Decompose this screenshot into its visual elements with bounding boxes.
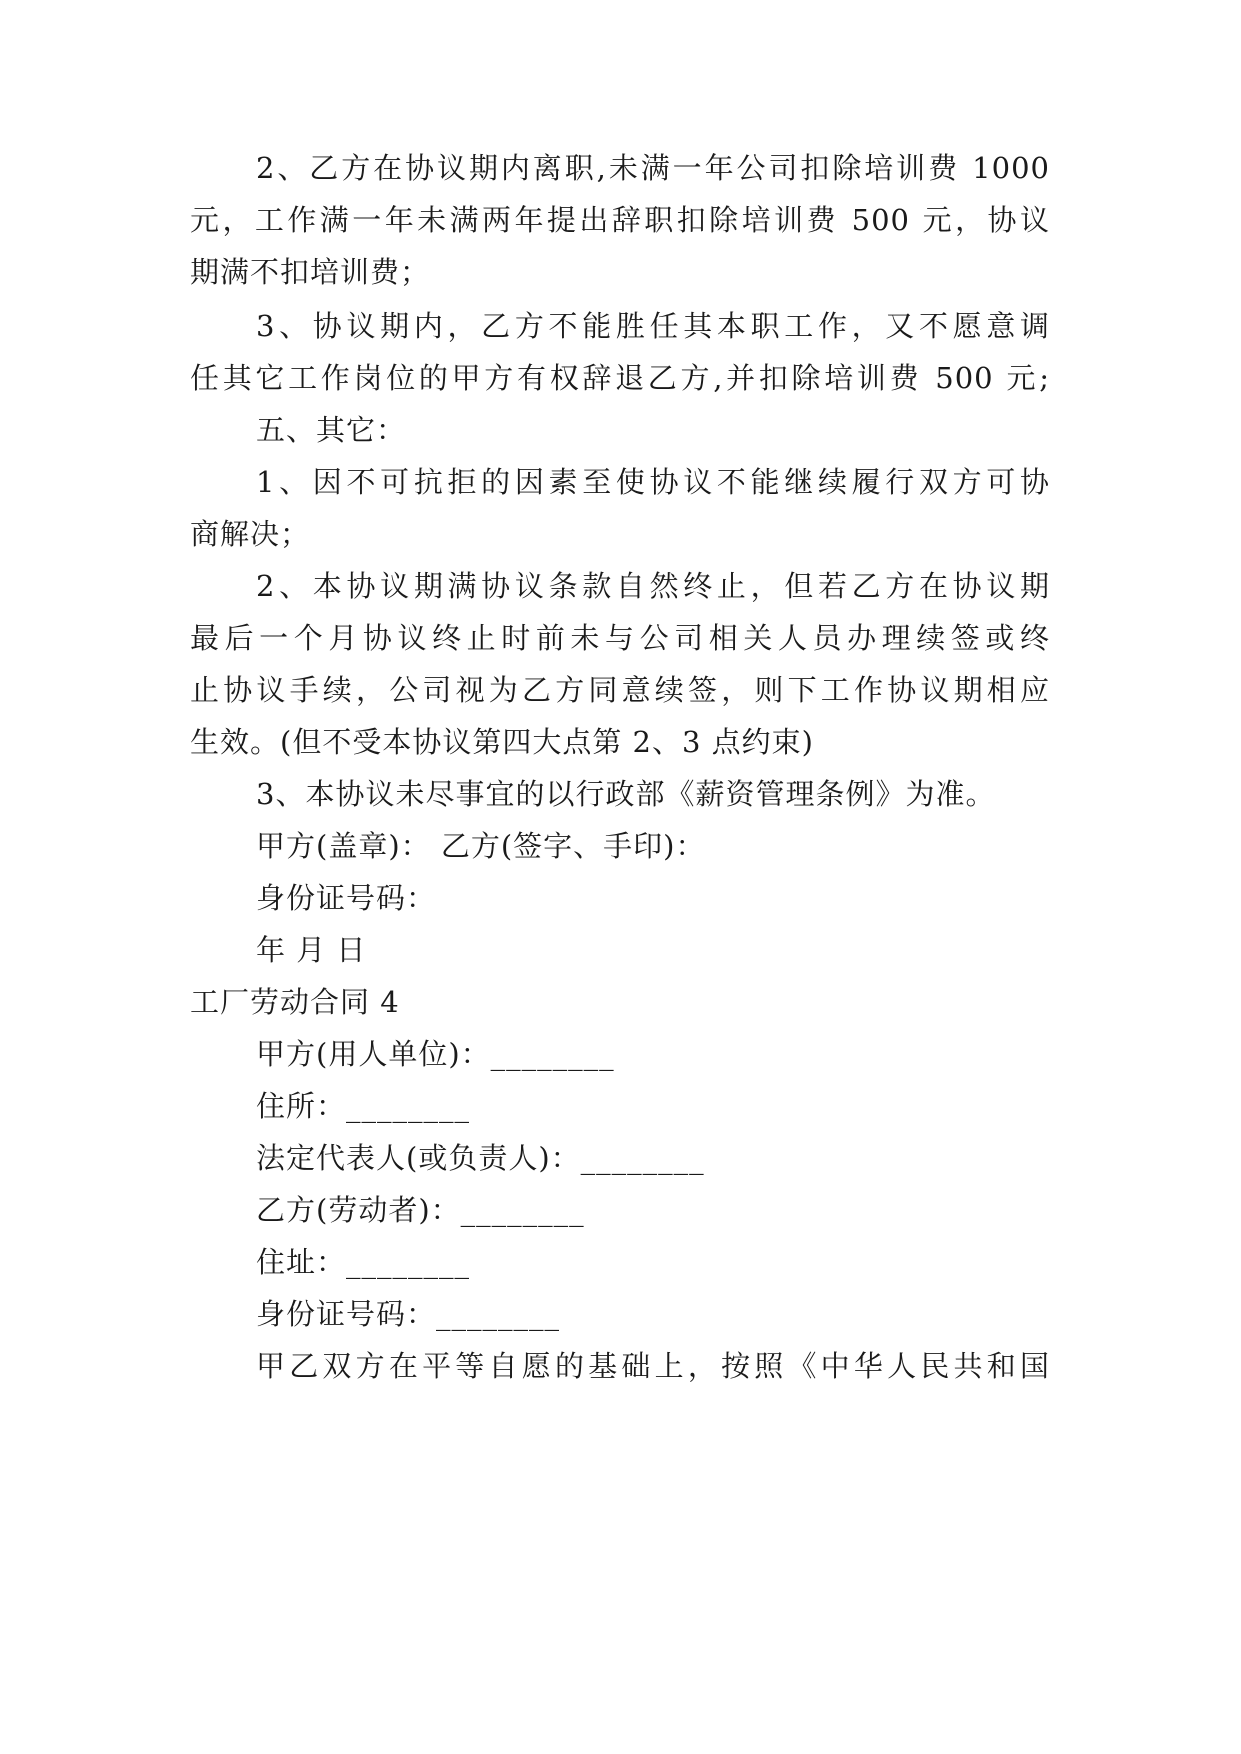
contract-title: 工厂劳动合同 4 [190, 985, 400, 1019]
paragraph-line: 止协议手续，公司视为乙方同意续签，则下工作协议期相应 [190, 673, 1050, 707]
paragraph-line: 期满不扣培训费； [190, 255, 431, 289]
id-number-line: 身份证号码： [256, 881, 437, 915]
field-line: 身份证号码：________ [256, 1297, 561, 1331]
section-heading: 五、其它： [256, 413, 407, 447]
field-line: 住址：________ [256, 1245, 471, 1279]
field-line: 乙方(劳动者)：________ [256, 1193, 585, 1227]
paragraph-line: 生效。(但不受本协议第四大点第 2、3 点约束) [190, 725, 814, 759]
paragraph-line: 甲乙双方在平等自愿的基础上，按照《中华人民共和国 [256, 1349, 1050, 1383]
paragraph-line: 元，工作满一年未满两年提出辞职扣除培训费 500 元，协议 [190, 203, 1050, 237]
paragraph-line: 商解决； [190, 517, 311, 551]
paragraph-line: 3、本协议未尽事宜的以行政部《薪资管理条例》为准。 [256, 777, 996, 811]
paragraph-line: 2、本协议期满协议条款自然终止，但若乙方在协议期 [256, 569, 1050, 603]
date-line: 年 月 日 [256, 933, 367, 967]
field-line: 甲方(用人单位)：________ [256, 1037, 615, 1071]
paragraph-line: 1、因不可抗拒的因素至使协议不能继续履行双方可协 [256, 465, 1050, 499]
field-line: 住所：________ [256, 1089, 471, 1123]
paragraph-line: 3、协议期内，乙方不能胜任其本职工作，又不愿意调 [256, 309, 1050, 343]
paragraph-line: 任其它工作岗位的甲方有权辞退乙方,并扣除培训费 500 元; [190, 361, 1050, 395]
signature-line: 甲方(盖章)： 乙方(签字、手印)： [256, 829, 706, 863]
paragraph-line: 2、乙方在协议期内离职,未满一年公司扣除培训费 1000 [256, 151, 1050, 185]
field-line: 法定代表人(或负责人)：________ [256, 1141, 705, 1175]
paragraph-line: 最后一个月协议终止时前未与公司相关人员办理续签或终 [190, 621, 1050, 655]
